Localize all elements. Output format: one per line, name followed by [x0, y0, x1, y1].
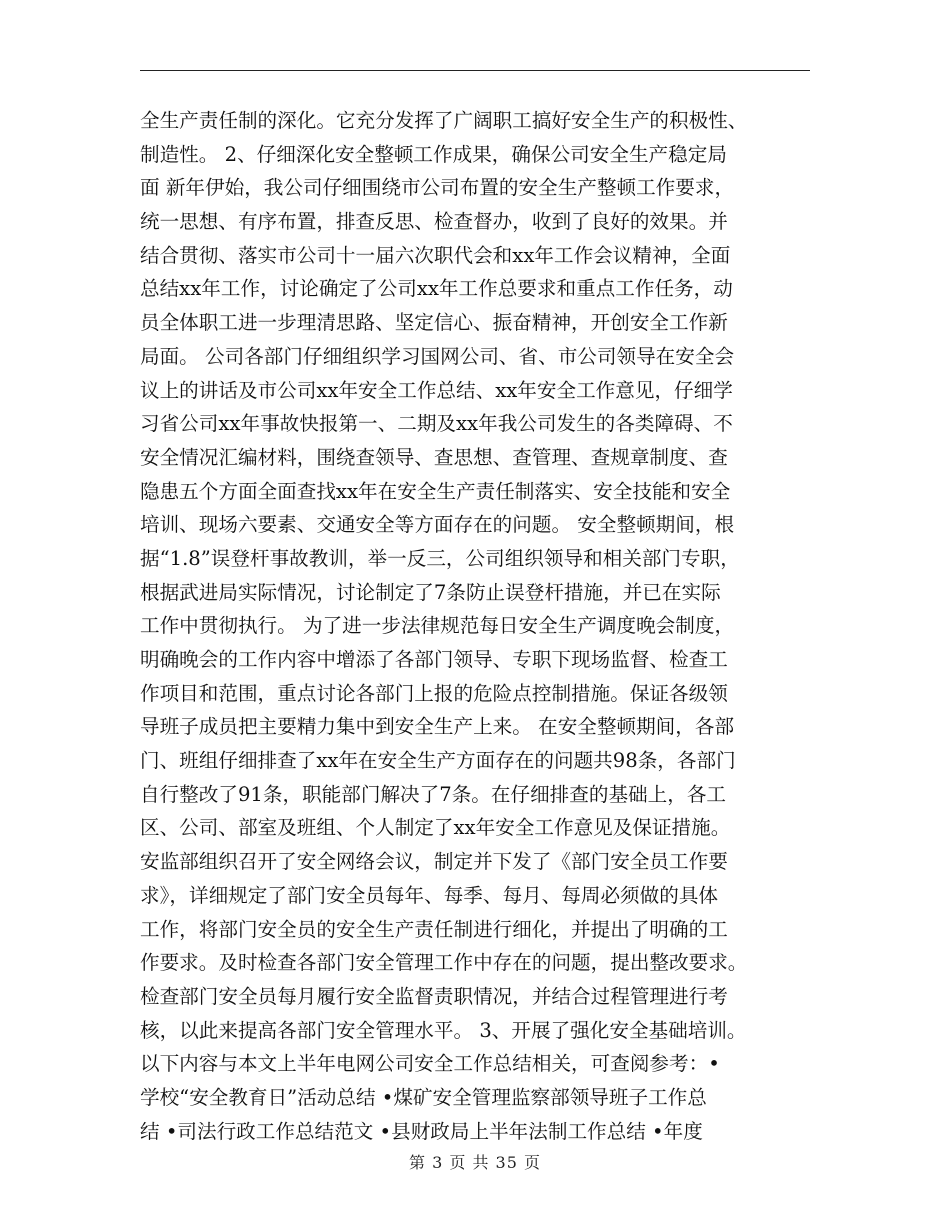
body-line: 议上的讲话及市公司xx年安全工作总结、xx年安全工作意见，仔细学: [140, 378, 733, 402]
body-line: 隐患五个方面全面查找xx年在安全生产责任制落实、安全技能和安全: [140, 479, 731, 503]
body-line: 自行整改了91条，职能部门解决了7条。在仔细排查的基础上，各工: [140, 782, 727, 806]
body-line: 导班子成员把主要精力集中到安全生产上来。 在安全整顿期间，各部: [140, 715, 735, 739]
document-body: [140, 104, 812, 1148]
header-rule: [140, 70, 810, 71]
body-line: 明确晚会的工作内容中增添了各部门领导、专职下现场监督、检查工: [140, 648, 728, 671]
body-line: 面 新年伊始，我公司仔细围绕市公司布置的安全生产整顿工作要求，: [140, 176, 735, 200]
body-line: 作要求。及时检查各部门安全管理工作中存在的问题，提出整改要求。: [140, 951, 748, 975]
body-line: 作项目和范围，重点讨论各部门上报的危险点控制措施。保证各级领: [140, 681, 728, 705]
body-line: 核，以此来提高各部门安全管理水平。 3、开展了强化安全基础培训。: [140, 1018, 747, 1042]
body-line: 全生产责任制的深化。它充分发挥了广阔职工搞好安全生产的积极性、: [140, 109, 748, 132]
body-line: 员全体职工进一步理清思路、坚定信心、振奋精神，开创安全工作新: [140, 311, 728, 335]
page-number: 第 3 页 共 35 页: [409, 1153, 541, 1172]
body-line: 安监部组织召开了安全网络会议，制定并下发了《部门安全员工作要: [140, 850, 728, 874]
body-line: 总结xx年工作，讨论确定了公司xx年工作总要求和重点工作任务，动: [140, 277, 733, 301]
body-line: 工作中贯彻执行。 为了进一步法律规范每日安全生产调度晚会制度，: [140, 614, 735, 638]
body-line: 检查部门安全员每月履行安全监督责职情况，并结合过程管理进行考: [140, 984, 728, 1008]
body-line: 培训、现场六要素、交通安全等方面存在的问题。 安全整顿期间，根: [140, 513, 735, 537]
body-line: 根据武进局实际情况，讨论制定了7条防止误登杆措施，并已在实际: [140, 580, 721, 604]
body-line: 求》，详细规定了部门安全员每年、每季、每月、每周必须做的具体: [140, 883, 719, 907]
body-line: 习省公司xx年事故快报第一、二期及xx年我公司发生的各类障碍、不: [140, 412, 733, 436]
body-line: 据“1.8”误登杆事故教训，举一反三，公司组织领导和相关部门专职，: [140, 546, 740, 570]
body-line: 安全情况汇编材料，围绕查领导、查思想、查管理、查规章制度、查: [140, 445, 728, 469]
body-line: 工作，将部门安全员的安全生产责任制进行细化，并提出了明确的工: [140, 917, 728, 941]
body-line: 学校“安全教育日”活动总结 •煤矿安全管理监察部领导班子工作总: [140, 1085, 707, 1109]
body-line: 门、班组仔细排查了xx年在安全生产方面存在的问题共98条，各部门: [140, 749, 736, 773]
body-line: 统一思想、有序布置，排查反思、检查督办，收到了良好的效果。并: [140, 210, 728, 234]
body-line: 以下内容与本文上半年电网公司安全工作总结相关，可查阅参考：•: [140, 1052, 720, 1076]
body-line: 制造性。 2、仔细深化安全整顿工作成果，确保公司安全生产稳定局: [140, 142, 727, 166]
body-line: 结 •司法行政工作总结范文 •县财政局上半年法制工作总结 •年度: [140, 1119, 703, 1143]
body-line: 结合贯彻、落实市公司十一届六次职代会和xx年工作会议精神，全面: [140, 243, 731, 267]
body-line: 区、公司、部室及班组、个人制定了xx年安全工作意见及保证措施。: [140, 816, 731, 840]
body-line: 局面。 公司各部门仔细组织学习国网公司、省、市公司领导在安全会: [140, 344, 735, 368]
